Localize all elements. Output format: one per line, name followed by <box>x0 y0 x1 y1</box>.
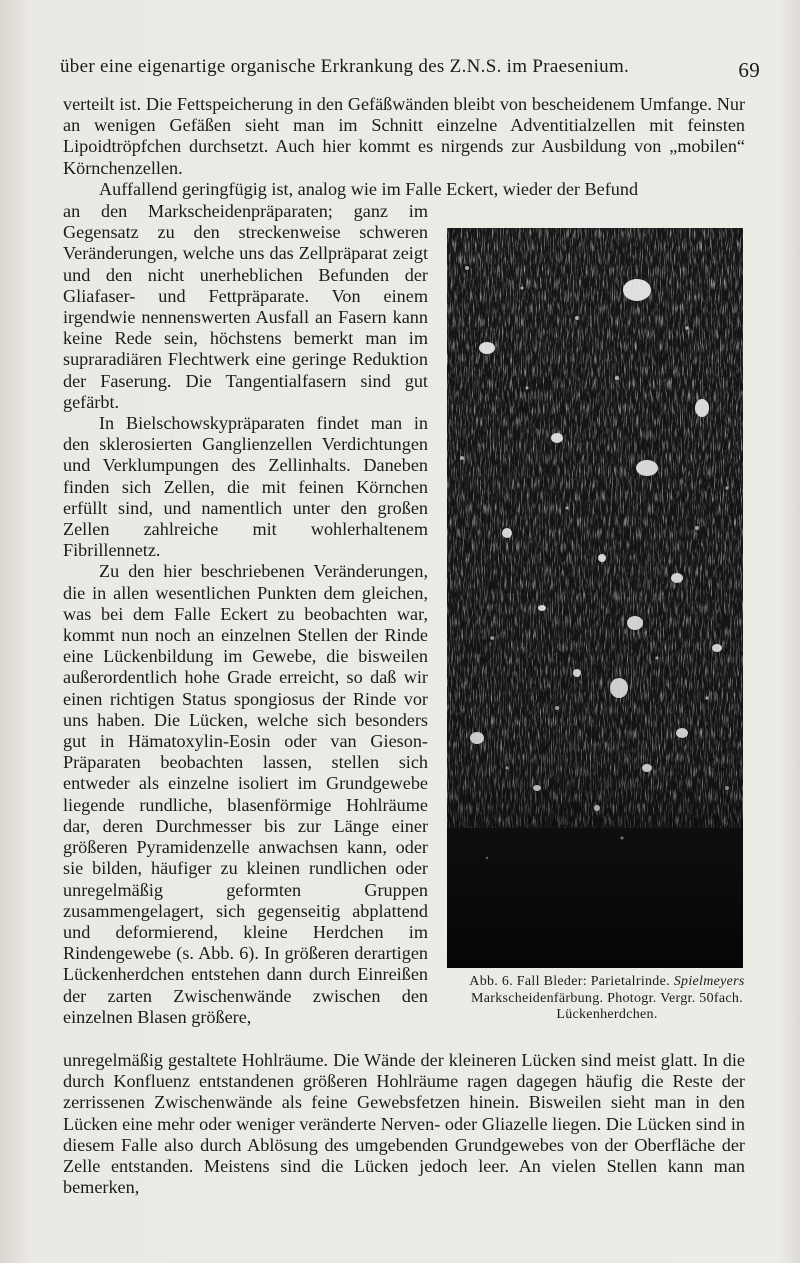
micrograph-figure <box>447 228 743 968</box>
paragraph-2-lead: Auffallend geringfügig ist, analog wie im Falle Eckert, wieder der Befund <box>99 179 639 199</box>
paragraph-4-continuation: unregelmäßig gestaltete Hohlräume. Die Wände der kleineren Lücken sind meist glatt. In die durch Konfluenz entstandenen größeren Hohlräume ragen dagegen häufig die Reste der zerrissenen Zwischenwände als feine Gewebsfetzen hinein. Bisweilen sieht man in den Lücken eine mehr oder weniger veränderte Nerven- oder Gliazelle liegen. Die Lücken sind in diesem Falle also durch Ablösung des umgebenden Grundgewebes von der Oberfläche der Zelle entstanden. Meistens sind die Lücken jedoch leer. An vielen Stellen kann man bemerken, <box>63 1050 745 1198</box>
caption-italic: Spielmeyers <box>673 974 745 989</box>
running-header <box>60 56 760 82</box>
page-number: 69 <box>738 58 760 82</box>
left-column <box>63 201 428 1028</box>
paragraph-4: Zu den hier beschriebenen Veränderungen, die in allen wesentlichen Punkten dem gleichen, was bei dem Falle Eckert zu beobachten war, kommt nun noch an einzelnen Stellen der Rinde eine Lückenbildung im Gewebe, die bisweilen außerordentlich hohe Grade erreicht, so daß wir einen richtigen Status spongiosus der Rinde vor uns haben. Die Lücken, welche sich besonders gut in Hämatoxylin-Eosin oder van Gieson-Präparaten beobachten lassen, stellen sich entweder als einzelne isoliert im Grundgewebe liegende rundliche, blasenförmige Hohlräume dar, deren Durchmesser bis zur Länge einer größeren Pyramidenzelle anwachsen kann, oder sie bilden, häufiger zu kleinen rundlichen oder unregelmäßig geformten Gruppen zusammengelagert, sich gegenseitig abplattend und deformierend, kleine Herdchen im Rindengewebe (s. Abb. 6). In größeren derartigen Lückenherdchen entstehen dann durch Einreißen der zarten Zwischenwände zwischen den einzelnen Blasen größere, <box>63 561 428 1027</box>
caption-rest: Markscheidenfärbung. Photogr. Vergr. 50fach. Lückenherdchen. <box>470 990 743 1022</box>
micrograph-image <box>447 228 743 968</box>
caption-prefix: Abb. 6. Fall Bleder: Parietalrinde. <box>469 974 670 989</box>
paragraph-2-rest: an den Markscheidenpräparaten; ganz im Gegensatz zu den streckenweise schweren Veränderungen, welche uns das Zellpräparat zeigt und den nicht unerheblichen Befunden der Gliafaser- und Fettpräparate. Von einem irgendwie nennenswerten Ausfall an Fasern kann keine Rede sein, höchstens bemerkt man im supraradiären Flechtwerk eine geringe Reduktion der Faserung. Die Tangentialfasern sind gut gefärbt. <box>63 201 428 412</box>
figure-caption <box>447 974 767 1024</box>
running-title: über eine eigenartige organische Erkrankung des Z.N.S. im Praesenium. <box>60 56 630 77</box>
paragraph-3: In Bielschowskypräparaten findet man in den sklerosierten Ganglienzellen Verdichtungen und Verklumpungen des Zellinhalts. Daneben finden sich Zellen, die mit feinen Körnchen erfüllt sind, und namentlich unter den großen Zellen zahlreiche mit wohlerhaltenem Fibrillennetz. <box>63 413 428 561</box>
paragraph-1: verteilt ist. Die Fettspeicherung in den Gefäßwänden bleibt von bescheidenem Umfange. Nur an wenigen Gefäßen sieht man im Schnitt einzelne Adventitialzellen mit feinsten Lipoidtröpfchen durchsetzt. Auch hier kommt es nirgends zur Ausbildung von „mobilen“ Körnchenzellen. <box>63 94 745 178</box>
